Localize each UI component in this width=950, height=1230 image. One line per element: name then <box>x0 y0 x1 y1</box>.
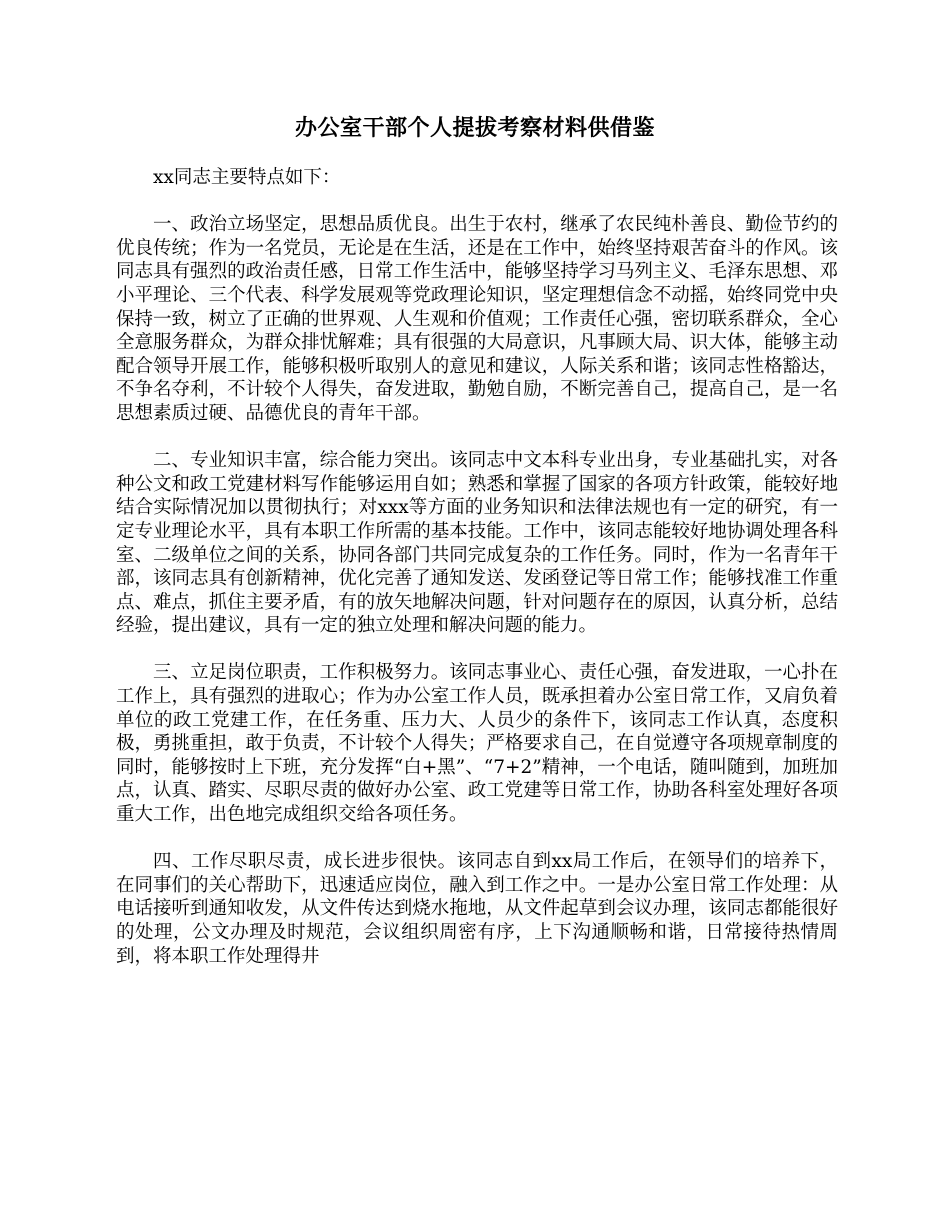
document-body <box>116 166 838 992</box>
paragraph-3: 三、立足岗位职责，工作积极努力。该同志事业心、责任心强，奋发进取，一心扑在工作上，具有强烈的进取心；作为办公室工作人员，既承担着办公室日常工作，又肩负着单位的政工党建工作，在任务重、压力大、人员少的条件下，该同志工作认真，态度积极，勇挑重担，敢于负责，不计较个人得失；严格要求自己，在自觉遵守各项规章制度的同时，能够按时上下班，充分发挥“白+黑”、“7+2”精神，一个电话，随叫随到，加班加点，认真、踏实、尽职尽责的做好办公室、政工党建等日常工作，协助各科室处理好各项重大工作，出色地完成组织交给各项任务。 <box>116 662 838 826</box>
intro-paragraph: xx同志主要特点如下： <box>153 167 341 188</box>
paragraph-2: 二、专业知识丰富，综合能力突出。该同志中文本科专业出身，专业基础扎实，对各种公文和政工党建材料写作能够运用自如；熟悉和掌握了国家的各项方针政策，能较好地结合实际情况加以贯彻执行；对xxx等方面的业务知识和法律法规也有一定的研究，有一定专业理论水平，具有本职工作所需的基本技能。工作中，该同志能较好地协调处理各科室、二级单位之间的关系，协同各部门共同完成复杂的工作任务。同时，作为一名青年干部，该同志具有创新精神，优化完善了通知发送、发函登记等日常工作；能够找准工作重点、难点，抓住主要矛盾，有的放矢地解决问题，针对问题存在的原因，认真分析，总结经验，提出建议，具有一定的独立处理和解决问题的能力。 <box>116 450 838 637</box>
document-title: 办公室干部个人提拔考察材料供借鉴 <box>294 115 655 141</box>
paragraph-1: 一、政治立场坚定，思想品质优良。出生于农村，继承了农民纯朴善良、勤俭节约的优良传统；作为一名党员，无论是在生活，还是在工作中，始终坚持艰苦奋斗的作风。该同志具有强烈的政治责任感，日常工作生活中，能够坚持学习马列主义、毛泽东思想、邓小平理论、三个代表、科学发展观等党政理论知识，坚定理想信念不动摇，始终同党中央保持一致，树立了正确的世界观、人生观和价值观；工作责任心强，密切联系群众，全心全意服务群众，为群众排忧解难；具有很强的大局意识，凡事顾大局、识大体，能够主动配合领导开展工作，能够积极听取别人的意见和建议，人际关系和谐；该同志性格豁达，不争名夺利，不计较个人得失，奋发进取，勤勉自励，不断完善自己，提高自己，是一名思想素质过硬、品德优良的青年干部。 <box>116 214 838 424</box>
paragraph-4: 四、工作尽职尽责，成长进步很快。该同志自到xx局工作后，在领导们的培养下，在同事们的关心帮助下，迅速适应岗位，融入到工作之中。一是办公室日常工作处理：从电话接听到通知收发，从文件传达到烧水拖地，从文件起草到会议办理，该同志都能很好的处理，公文办理及时规范，会议组织周密有序，上下沟通顺畅和谐，日常接待热情周到，将本职工作处理得井 <box>116 851 838 967</box>
